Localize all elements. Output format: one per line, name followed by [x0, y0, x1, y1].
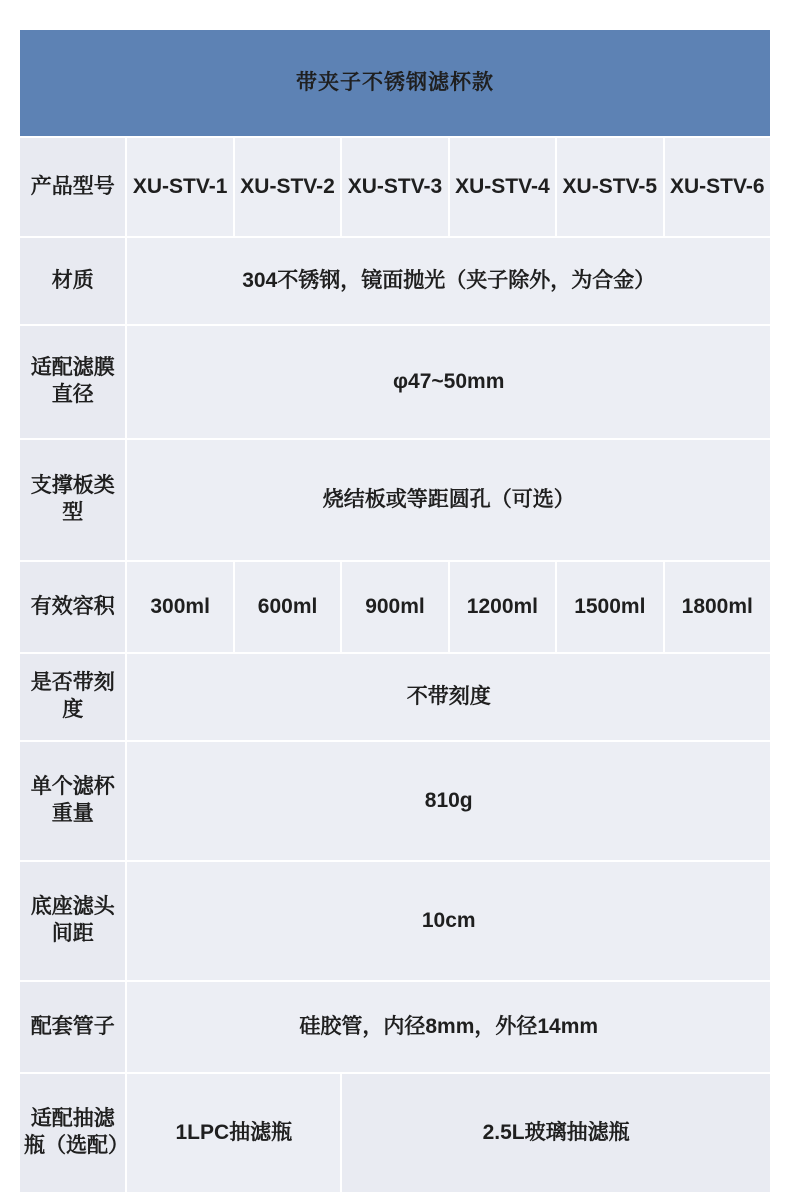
table-row-membrane-diameter: [19, 325, 771, 439]
row-label-support-plate: 支撑板类型: [19, 439, 126, 561]
row-value-membrane-diameter: φ47~50mm: [126, 325, 771, 439]
row-label-material: 材质: [19, 237, 126, 325]
table-row-tube: [19, 981, 771, 1073]
model-value-5: XU-STV-5: [556, 137, 663, 237]
table-row-volume: [19, 561, 771, 653]
volume-value-2: 600ml: [234, 561, 341, 653]
table-row-model: [19, 137, 771, 237]
table-row-nozzle-distance: [19, 861, 771, 981]
row-value-scale: 不带刻度: [126, 653, 771, 741]
row-value-tube: 硅胶管，内径8mm，外径14mm: [126, 981, 771, 1073]
row-label-weight: 单个滤杯重量: [19, 741, 126, 861]
table-row-material: [19, 237, 771, 325]
row-label-model: 产品型号: [19, 137, 126, 237]
table-row-weight: [19, 741, 771, 861]
volume-value-6: 1800ml: [664, 561, 771, 653]
row-value-nozzle-distance: 10cm: [126, 861, 771, 981]
volume-value-5: 1500ml: [556, 561, 663, 653]
row-value-filter-bottle-right: 2.5L玻璃抽滤瓶: [341, 1073, 771, 1193]
row-label-scale: 是否带刻度: [19, 653, 126, 741]
model-value-3: XU-STV-3: [341, 137, 448, 237]
model-value-2: XU-STV-2: [234, 137, 341, 237]
row-value-filter-bottle-left: 1LPC抽滤瓶: [126, 1073, 341, 1193]
volume-value-4: 1200ml: [449, 561, 556, 653]
model-value-1: XU-STV-1: [126, 137, 233, 237]
volume-value-3: 900ml: [341, 561, 448, 653]
row-label-tube: 配套管子: [19, 981, 126, 1073]
page-title: 带夹子不锈钢滤杯款: [19, 29, 771, 137]
volume-value-1: 300ml: [126, 561, 233, 653]
table-header-row: [19, 29, 771, 137]
row-label-volume: 有效容积: [19, 561, 126, 653]
table-row-filter-bottle: [19, 1073, 771, 1193]
model-value-4: XU-STV-4: [449, 137, 556, 237]
table-row-support-plate: [19, 439, 771, 561]
row-value-material: 304不锈钢，镜面抛光（夹子除外，为合金）: [126, 237, 771, 325]
row-label-filter-bottle: 适配抽滤瓶（选配）: [19, 1073, 126, 1193]
row-label-nozzle-distance: 底座滤头间距: [19, 861, 126, 981]
row-value-weight: 810g: [126, 741, 771, 861]
model-value-6: XU-STV-6: [664, 137, 771, 237]
table-row-scale: [19, 653, 771, 741]
product-spec-table: [18, 28, 772, 1194]
row-label-membrane-diameter: 适配滤膜直径: [19, 325, 126, 439]
row-value-support-plate: 烧结板或等距圆孔（可选）: [126, 439, 771, 561]
